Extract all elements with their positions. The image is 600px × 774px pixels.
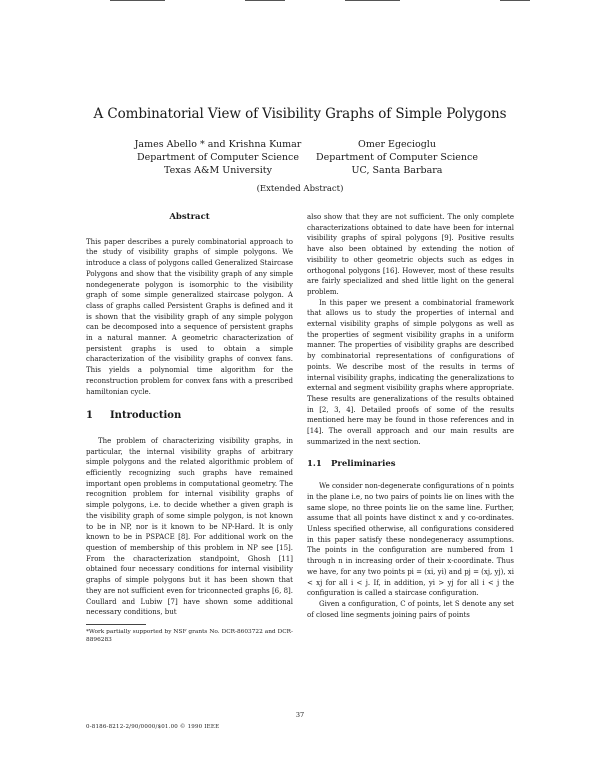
subsection-number: 1.1 [307, 459, 322, 470]
footnote-rule [86, 624, 146, 625]
subsection-heading-preliminaries [307, 459, 514, 470]
left-column [86, 212, 293, 644]
author-department: Department of Computer Science [137, 152, 299, 163]
preliminaries-paragraph-1: We consider non-degenerate configurations of n points in the plane i.e, no two pairs of points lie on lines with the same slope, no three points lie on the same line. Further, assume that all points have distinct x and y co-ordinates. Unless specified otherwise, all configurations considered in this paper satisfy these nondegeneracy assumptions. The points in the configuration are numbered from 1 through n in increasing order of their x-coordinate. Thus we have, for any two points pi = (xi, yi) and pj = (xj, yj), xi < xj for all i < j. If, in addition, yi > yj for all i < j the configuration is called a staircase configuration. [307, 482, 514, 598]
section-heading-introduction [86, 411, 293, 422]
subsection-title: Preliminaries [331, 459, 396, 470]
scan-mark [500, 0, 530, 1]
section-number: 1 [86, 410, 93, 422]
abstract-text: This paper describes a purely combinatorial approach to the study of visibility graphs of simple polygons. We introduce a class of polygons called Generalized Staircase Polygons and show that the visibility graph of any simple nondegenerate polygon is isomorphic to the visibility graph of some simple generalized staircase polygon. A class of graphs called Persistent Graphs is defined and it is shown that the visibility graph of any simple polygon can be decomposed into a sequence of persistent graphs in a natural manner. A geometric characterization of persistent graphs is used to obtain a simple characterization of the visibility graphs of convex fans. This yields a polynomial time algorithm for the reconstruction problem for convex fans with a prescribed hamiltonian cycle. [86, 237, 294, 396]
author-institution: Texas A&M University [164, 165, 272, 176]
scan-mark [245, 0, 285, 1]
author-block-left [128, 138, 308, 177]
preliminaries-paragraph-2: Given a configuration, C of points, let S denote any set of closed line segments joining pairs of points [307, 599, 514, 619]
author-block-right [302, 138, 492, 177]
introduction-paragraph-2: In this paper we present a combinatorial framework that allows us to study the properties of internal and external visibility graphs of simple polygons as well as the properties of segment visibility graphs in a uniform manner. The properties of visibility graphs are described by combinatorial representations of configurations of points. We describe most of the results in terms of internal visibility graphs, indicating the generalizations to external and segment visibility graphs where appropriate. These results are generalizations of the results obtained in [2, 3, 4]. Detailed proofs of some of the results mentioned here may be found in those references and in [14]. The overall approach and our main results are summarized in the next section. [307, 298, 514, 446]
footnote: *Work partially supported by NSF grants No. DCR-8603722 and DCR-8896283 [86, 628, 293, 643]
right-column [307, 212, 514, 620]
introduction-continued: also show that they are not sufficient. The only complete characterizations obtained to date have been for internal visibility graphs of spiral polygons [9]. Positive results have also been obtained by extending the notion of visibility to other geometric objects such as edges in orthogonal polygons [16]. However, most of these results are fairly specialized and shed little light on the general problem. [307, 213, 514, 296]
scan-mark [110, 0, 165, 1]
page-number: 37 [295, 711, 305, 719]
extended-abstract-label: (Extended Abstract) [256, 184, 344, 194]
introduction-text: The problem of characterizing visibility graphs, in particular, the internal visibility graphs of arbitrary simple polygons and the related algorithmic problem of efficiently recognizing such graphs have remained important open problems in computational geometry. The recognition problem for internal visibility graphs of simple polygons, i.e. to decide whether a given graph is the visibility graph of some simple polygon, is not known to be in NP, nor is it known to be NP-Hard. It is only known to be in PSPACE [8]. For additional work on the question of membership of this problem in NP see [15]. From the characterization standpoint, Ghosh [11] obtained four necessary conditions for internal visibility graphs of simple polygons but it has been shown that they are not sufficient even for triconnected graphs [6, 8]. Coullard and Lubiw [7] have shown some additional necessary conditions, but [86, 436, 293, 617]
section-title: Introduction [110, 410, 182, 422]
author-names: Omer Egecioglu [358, 139, 436, 150]
paper-title: A Combinatorial View of Visibility Graphs of Simple Polygons [93, 106, 507, 122]
abstract-heading: Abstract [169, 212, 210, 222]
copyright-line: 0-8186-8212-2/90/0000/$01.00 © 1990 IEEE [86, 724, 220, 730]
author-names: James Abello * and Krishna Kumar [134, 139, 302, 150]
author-department: Department of Computer Science [316, 152, 478, 163]
scan-mark [345, 0, 400, 1]
author-institution: UC, Santa Barbara [351, 165, 443, 176]
